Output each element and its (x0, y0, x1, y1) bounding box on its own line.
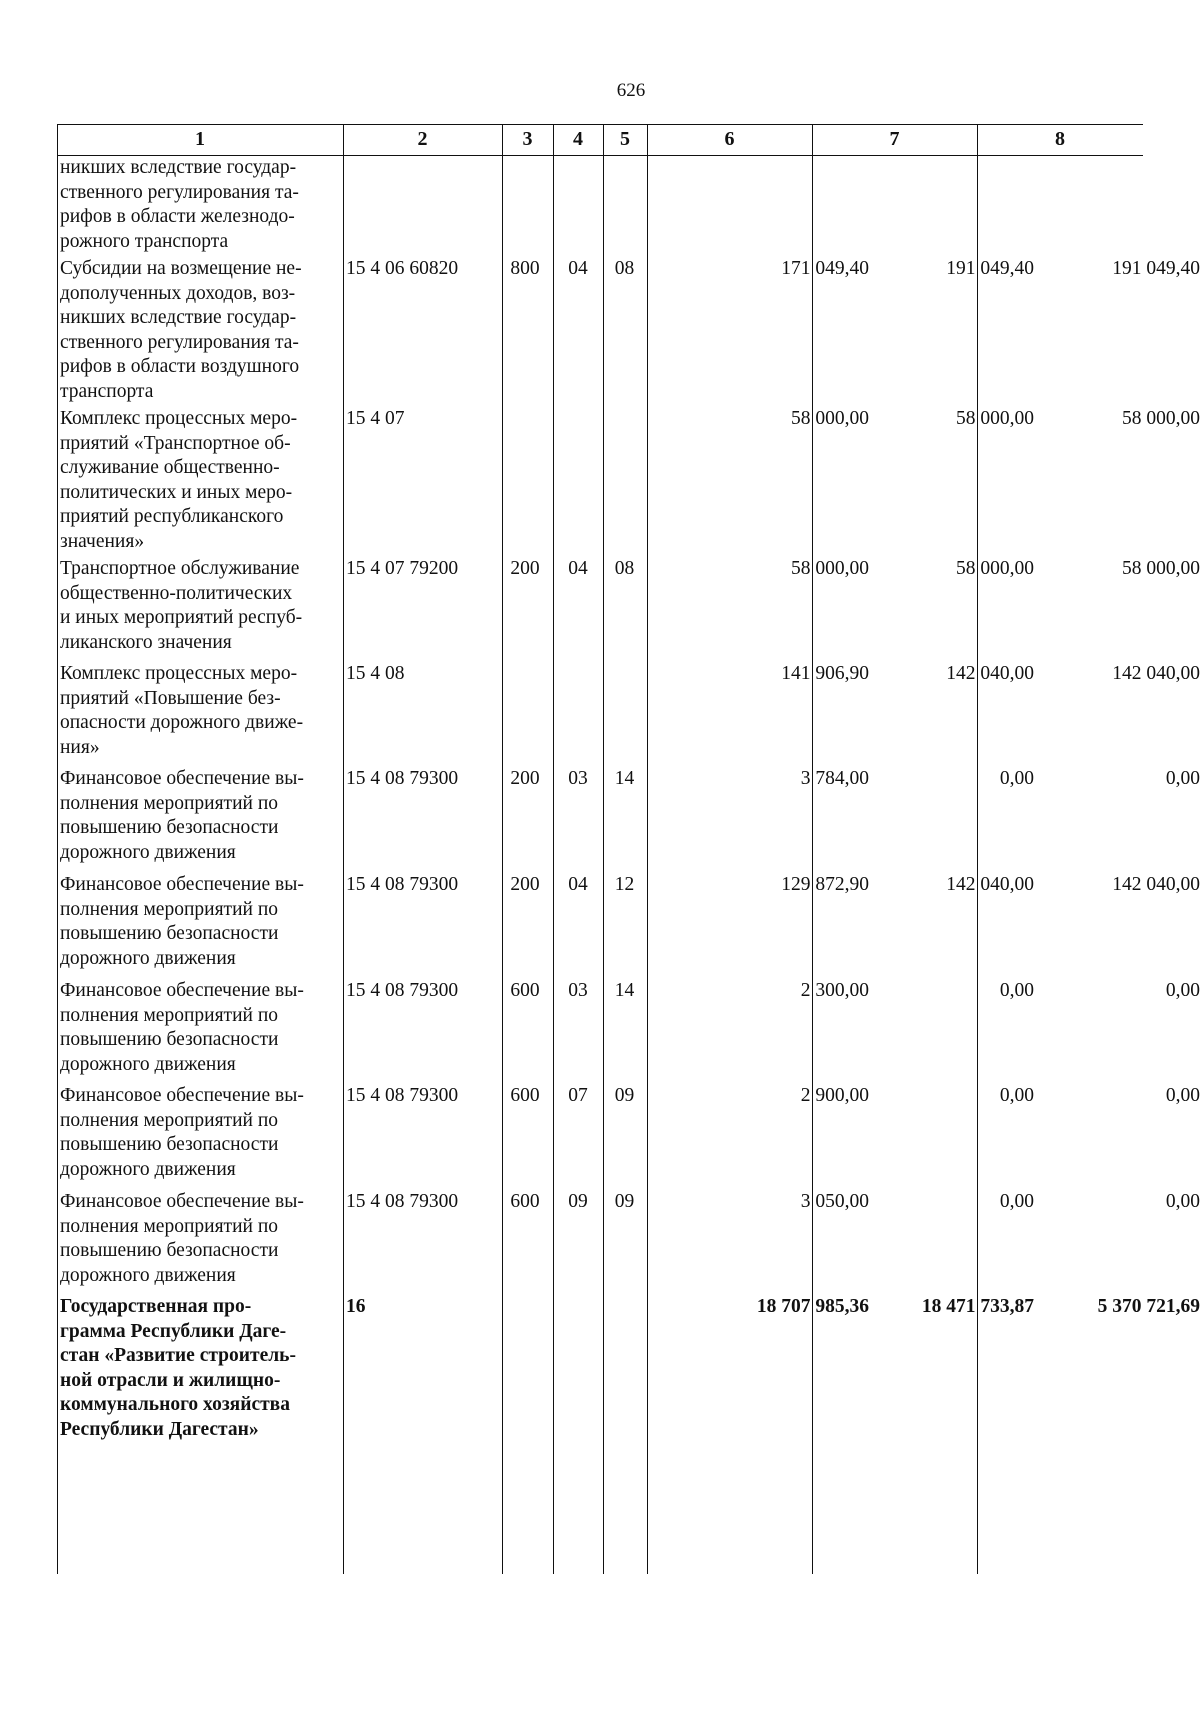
row-value-6: 3 050,00 (800, 1191, 869, 1212)
row-name: Финансовое обеспечение вы- полнения мероприятий по повышению безопасности дорожного движения (60, 768, 304, 863)
budget-table (57, 124, 1200, 1574)
row-value-8: 0,00 (1165, 1191, 1200, 1212)
row-col-4: 04 (568, 874, 588, 895)
page-number: 626 (616, 80, 646, 101)
row-name: Комплекс процессных меро- приятий «Повышение без- опасности дорожного движе- ния» (60, 663, 304, 758)
row-col-3: 200 (510, 768, 540, 789)
column-divider (647, 124, 648, 1574)
row-name: Финансовое обеспечение вы- полнения мероприятий по повышению безопасности дорожного движения (60, 874, 304, 969)
header-col-1: 1 (195, 128, 205, 150)
row-col-3: 800 (510, 258, 540, 279)
row-col-5: 12 (614, 874, 635, 895)
header-col-5: 5 (620, 128, 630, 150)
row-code: 16 (346, 1296, 366, 1317)
row-code: 15 4 06 60820 (346, 258, 459, 279)
row-value-7: 0,00 (999, 768, 1034, 789)
row-col-5: 14 (614, 768, 635, 789)
row-value-8: 142 040,00 (1112, 874, 1200, 895)
row-code: 15 4 08 79300 (346, 1191, 459, 1212)
row-code: 15 4 08 79300 (346, 768, 459, 789)
header-col-6: 6 (724, 128, 735, 150)
row-value-8: 58 000,00 (1122, 408, 1200, 429)
row-value-7: 0,00 (999, 980, 1034, 1001)
row-col-3: 200 (510, 874, 540, 895)
row-value-6: 58 000,00 (791, 408, 869, 429)
row-value-6: 2 300,00 (800, 980, 869, 1001)
row-value-6: 58 000,00 (791, 558, 869, 579)
row-col-3: 600 (510, 1085, 540, 1106)
row-value-7: 191 049,40 (946, 258, 1034, 279)
column-divider (977, 124, 978, 1574)
row-col-3: 600 (510, 1191, 540, 1212)
row-value-8: 58 000,00 (1122, 558, 1200, 579)
row-value-6: 2 900,00 (800, 1085, 869, 1106)
row-name: Финансовое обеспечение вы- полнения мероприятий по повышению безопасности дорожного движения (60, 980, 304, 1075)
column-divider (57, 124, 58, 1574)
row-value-6: 171 049,40 (781, 258, 869, 279)
column-divider (502, 124, 503, 1574)
row-col-4: 04 (568, 258, 588, 279)
row-name: Комплекс процессных меро- приятий «Транспортное об- служивание общественно- политических и иных меро- приятий республиканского значения» (60, 408, 298, 552)
row-col-5: 09 (614, 1085, 635, 1106)
row-value-6: 18 707 985,36 (756, 1296, 869, 1317)
row-col-4: 04 (568, 558, 588, 579)
column-divider (603, 124, 604, 1574)
column-divider (553, 124, 554, 1574)
row-col-5: 08 (614, 558, 635, 579)
row-name: никших вследствие государ- ственного регулирования та- рифов в области железнодо- рожного транспорта (60, 157, 299, 252)
header-col-7: 7 (889, 128, 900, 150)
row-name: Финансовое обеспечение вы- полнения мероприятий по повышению безопасности дорожного движения (60, 1191, 304, 1286)
row-col-5: 14 (614, 980, 635, 1001)
row-value-7: 18 471 733,87 (921, 1296, 1034, 1317)
row-code: 15 4 07 (346, 408, 405, 429)
column-divider (812, 124, 813, 1574)
column-divider (343, 124, 344, 1574)
row-value-7: 58 000,00 (956, 558, 1034, 579)
row-code: 15 4 08 79300 (346, 1085, 459, 1106)
row-col-4: 03 (568, 768, 588, 789)
row-col-5: 08 (614, 258, 635, 279)
row-value-6: 129 872,90 (781, 874, 869, 895)
row-name: Финансовое обеспечение вы- полнения мероприятий по повышению безопасности дорожного движения (60, 1085, 304, 1180)
row-value-8: 191 049,40 (1112, 258, 1200, 279)
header-col-2: 2 (417, 128, 428, 150)
row-code: 15 4 07 79200 (346, 558, 459, 579)
row-col-3: 600 (510, 980, 540, 1001)
row-code: 15 4 08 (346, 663, 405, 684)
row-col-5: 09 (614, 1191, 635, 1212)
row-col-4: 03 (568, 980, 588, 1001)
header-col-3: 3 (522, 128, 533, 150)
header-col-8: 8 (1055, 128, 1065, 150)
row-value-6: 141 906,90 (781, 663, 869, 684)
row-value-6: 3 784,00 (800, 768, 869, 789)
row-value-7: 0,00 (999, 1085, 1034, 1106)
row-name: Транспортное обслуживание общественно-политических и иных мероприятий респуб- ликанского значения (60, 558, 303, 653)
row-value-8: 5 370 721,69 (1097, 1296, 1200, 1317)
row-name: Государственная про- грамма Республики Даге- стан «Развитие строитель- ной отрасли и жилищно- коммунального хозяйства Республики Дагестан» (60, 1296, 296, 1440)
row-value-7: 58 000,00 (956, 408, 1034, 429)
row-value-7: 0,00 (999, 1191, 1034, 1212)
header-col-4: 4 (573, 128, 583, 150)
row-code: 15 4 08 79300 (346, 874, 459, 895)
row-value-8: 0,00 (1165, 768, 1200, 789)
row-value-7: 142 040,00 (946, 874, 1034, 895)
row-col-3: 200 (510, 558, 540, 579)
row-code: 15 4 08 79300 (346, 980, 459, 1001)
row-value-8: 0,00 (1165, 980, 1200, 1001)
row-name: Субсидии на возмещение не- дополученных доходов, воз- никших вследствие государ- ственного регулирования та- рифов в области воздушного транспорта (60, 258, 302, 402)
row-col-4: 09 (568, 1191, 588, 1212)
row-value-8: 0,00 (1165, 1085, 1200, 1106)
row-value-7: 142 040,00 (946, 663, 1034, 684)
row-col-4: 07 (568, 1085, 588, 1106)
row-value-8: 142 040,00 (1112, 663, 1200, 684)
